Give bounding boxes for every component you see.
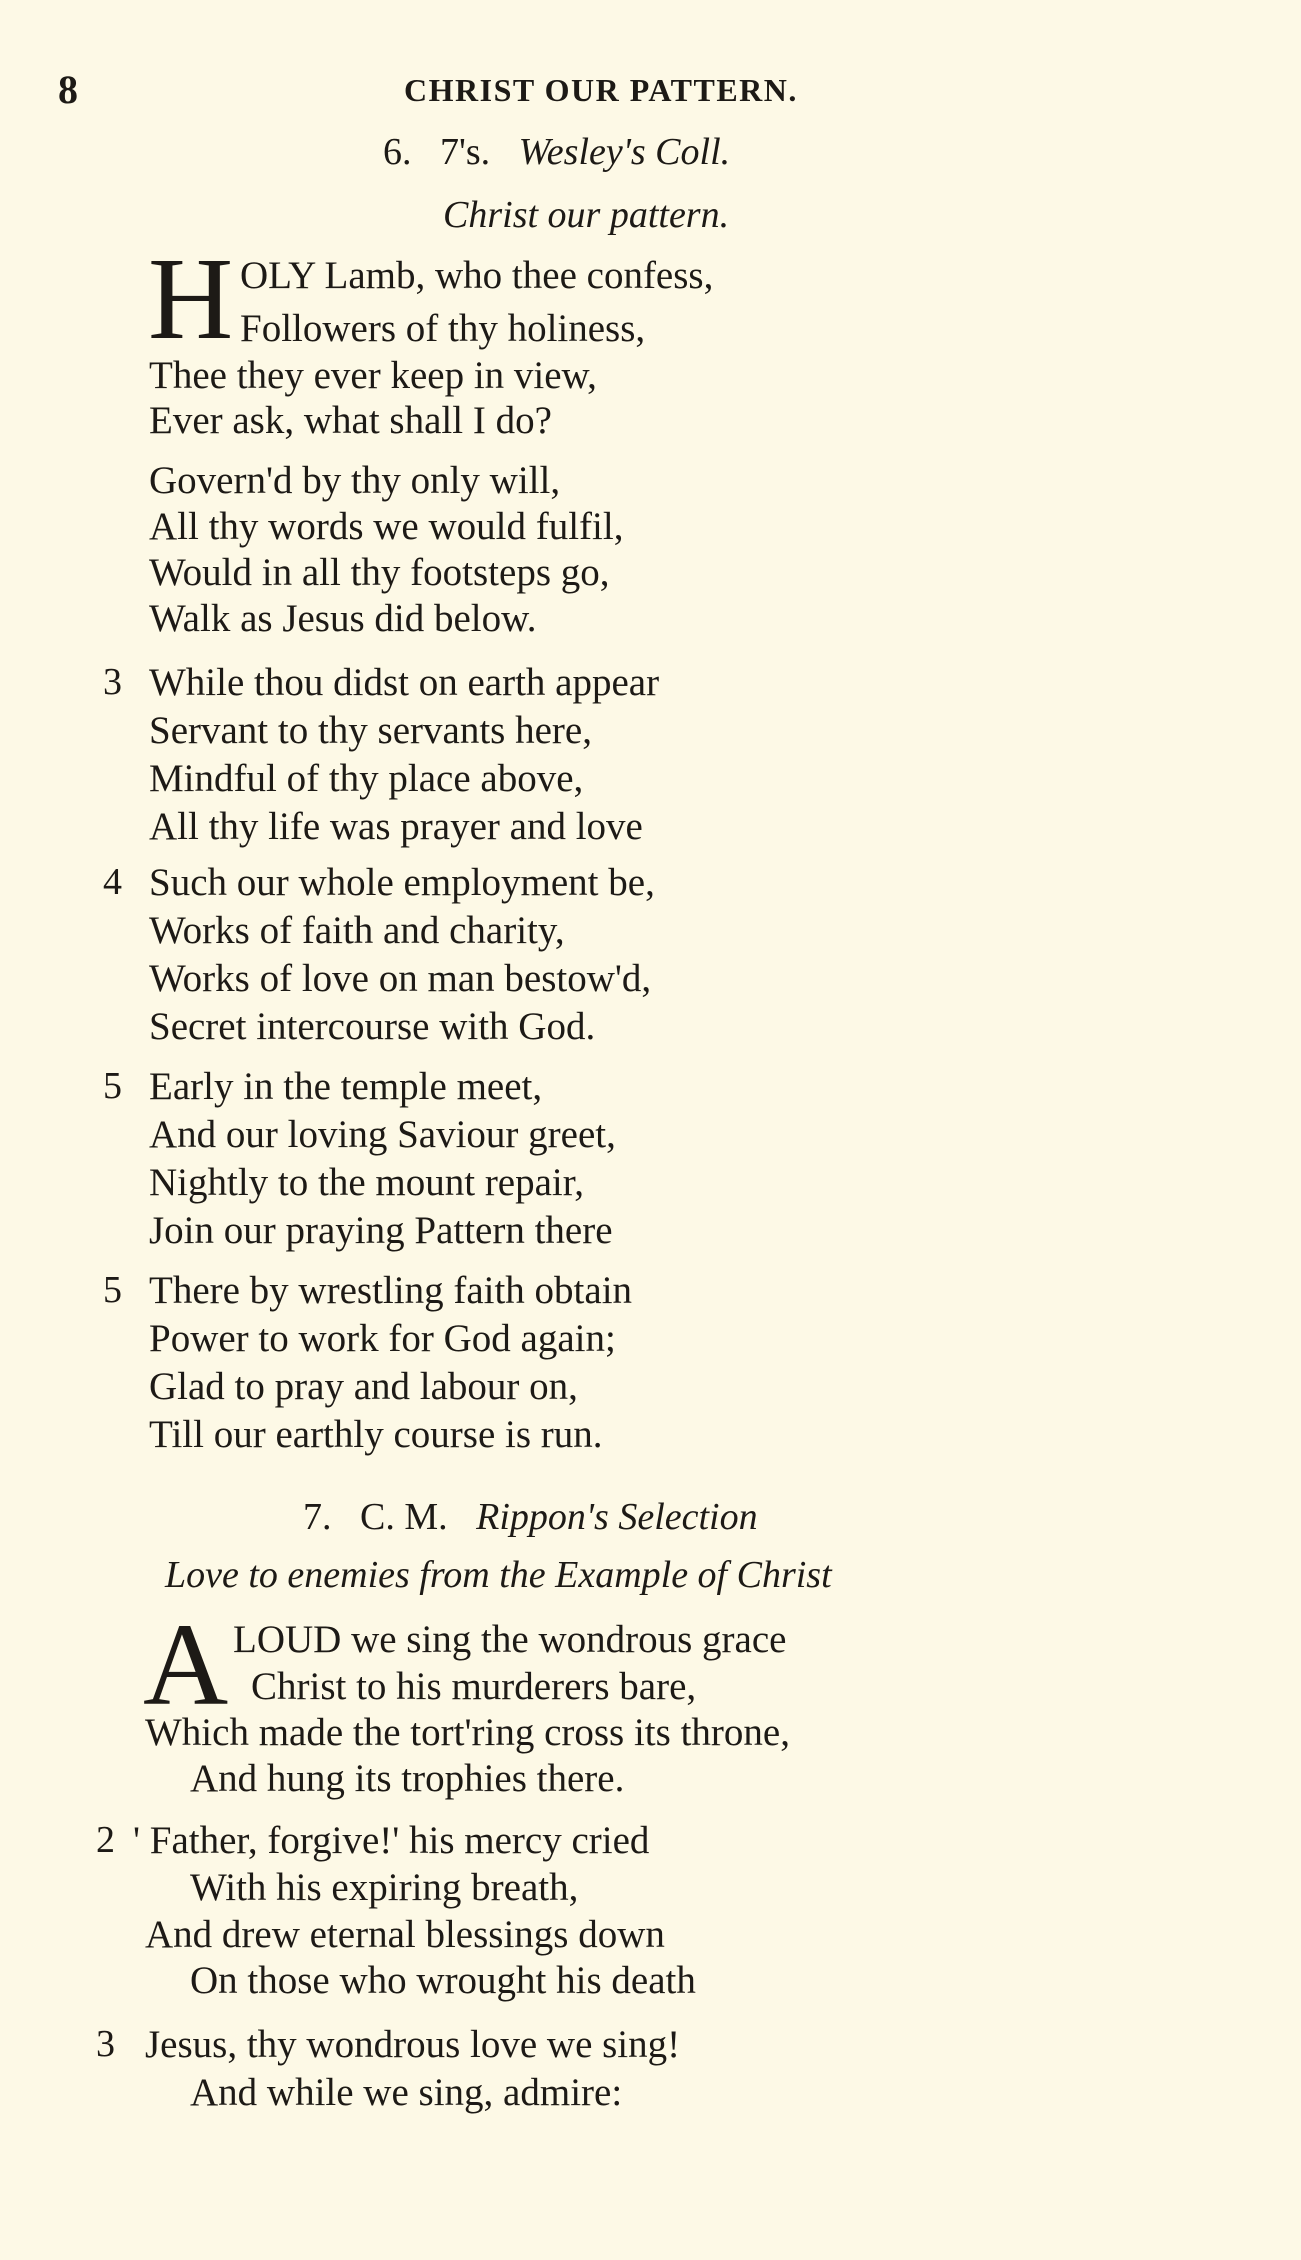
verse-line: Power to work for God again;	[149, 1317, 616, 1360]
verse-line: While thou didst on earth appear	[149, 661, 660, 704]
hymn-title: Christ our pattern.	[443, 194, 730, 236]
verse-line: All thy life was prayer and love	[149, 805, 643, 848]
verse-line: Would in all thy footsteps go,	[149, 551, 610, 594]
verse-line: Such our whole employment be,	[149, 861, 655, 904]
verse-line: Which made the tort'ring cross its throne,	[145, 1711, 790, 1754]
verse-line: Till our earthly course is run.	[149, 1413, 603, 1456]
verse-line: Jesus, thy wondrous love we sing!	[145, 2023, 681, 2066]
verse-line: Followers of thy holiness,	[240, 307, 646, 350]
verse-line: LOUD we sing the wondrous grace	[233, 1618, 787, 1661]
verse-line: Govern'd by thy only will,	[149, 459, 561, 502]
verse-line: Join our praying Pattern there	[149, 1209, 613, 1252]
hymn-heading	[383, 130, 730, 174]
verse-line: ' Father, forgive!' his mercy cried	[133, 1819, 650, 1862]
verse-number: 3	[103, 661, 122, 703]
verse-line: Secret intercourse with God.	[149, 1005, 596, 1048]
verse-line: Christ to his murderers bare,	[251, 1665, 697, 1708]
verse-line: There by wrestling faith obtain	[149, 1269, 633, 1312]
verse-line: With his expiring breath,	[190, 1866, 579, 1909]
verse-line: And while we sing, admire:	[190, 2071, 623, 2114]
verse-line: OLY Lamb, who thee confess,	[240, 254, 714, 297]
verse-line: All thy words we would fulfil,	[149, 505, 624, 548]
verse-line: Glad to pray and labour on,	[149, 1365, 578, 1408]
verse-line: Servant to thy servants here,	[149, 709, 592, 752]
verse-number: 3	[96, 2023, 115, 2065]
verse-line: Mindful of thy place above,	[149, 757, 584, 800]
verse-line: Thee they ever keep in view,	[149, 354, 597, 397]
drop-cap: A	[143, 1599, 229, 1730]
hymn-title: Love to enemies from the Example of Christ	[165, 1554, 832, 1596]
verse-line: Works of love on man bestow'd,	[149, 957, 652, 1000]
verse-number: 2	[96, 1819, 115, 1861]
hymn-meter: C. M.	[360, 1496, 448, 1538]
verse-line: Early in the temple meet,	[149, 1065, 543, 1108]
verse-number: 4	[103, 861, 122, 903]
verse-line: Walk as Jesus did below.	[149, 597, 537, 640]
hymn-source: Wesley's Coll.	[518, 131, 731, 173]
verse-number: 5	[103, 1269, 122, 1311]
hymn-number: 7.	[303, 1496, 332, 1538]
verse-line: And hung its trophies there.	[190, 1757, 625, 1800]
drop-cap: H	[148, 233, 234, 364]
verse-line: And drew eternal blessings down	[145, 1913, 665, 1956]
hymn-source: Rippon's Selection	[476, 1496, 758, 1538]
verse-line: And our loving Saviour greet,	[149, 1113, 616, 1156]
hymn-number: 6.	[383, 131, 412, 173]
verse-line: Ever ask, what shall I do?	[149, 399, 552, 442]
hymn-heading	[303, 1495, 758, 1539]
page-number: 8	[58, 67, 78, 112]
hymn-meter: 7's.	[440, 131, 491, 173]
verse-number: 5	[103, 1065, 122, 1107]
verse-line: Nightly to the mount repair,	[149, 1161, 584, 1204]
verse-line: Works of faith and charity,	[149, 909, 565, 952]
verse-line: On those who wrought his death	[190, 1959, 696, 2002]
running-head: CHRIST OUR PATTERN.	[404, 72, 798, 108]
